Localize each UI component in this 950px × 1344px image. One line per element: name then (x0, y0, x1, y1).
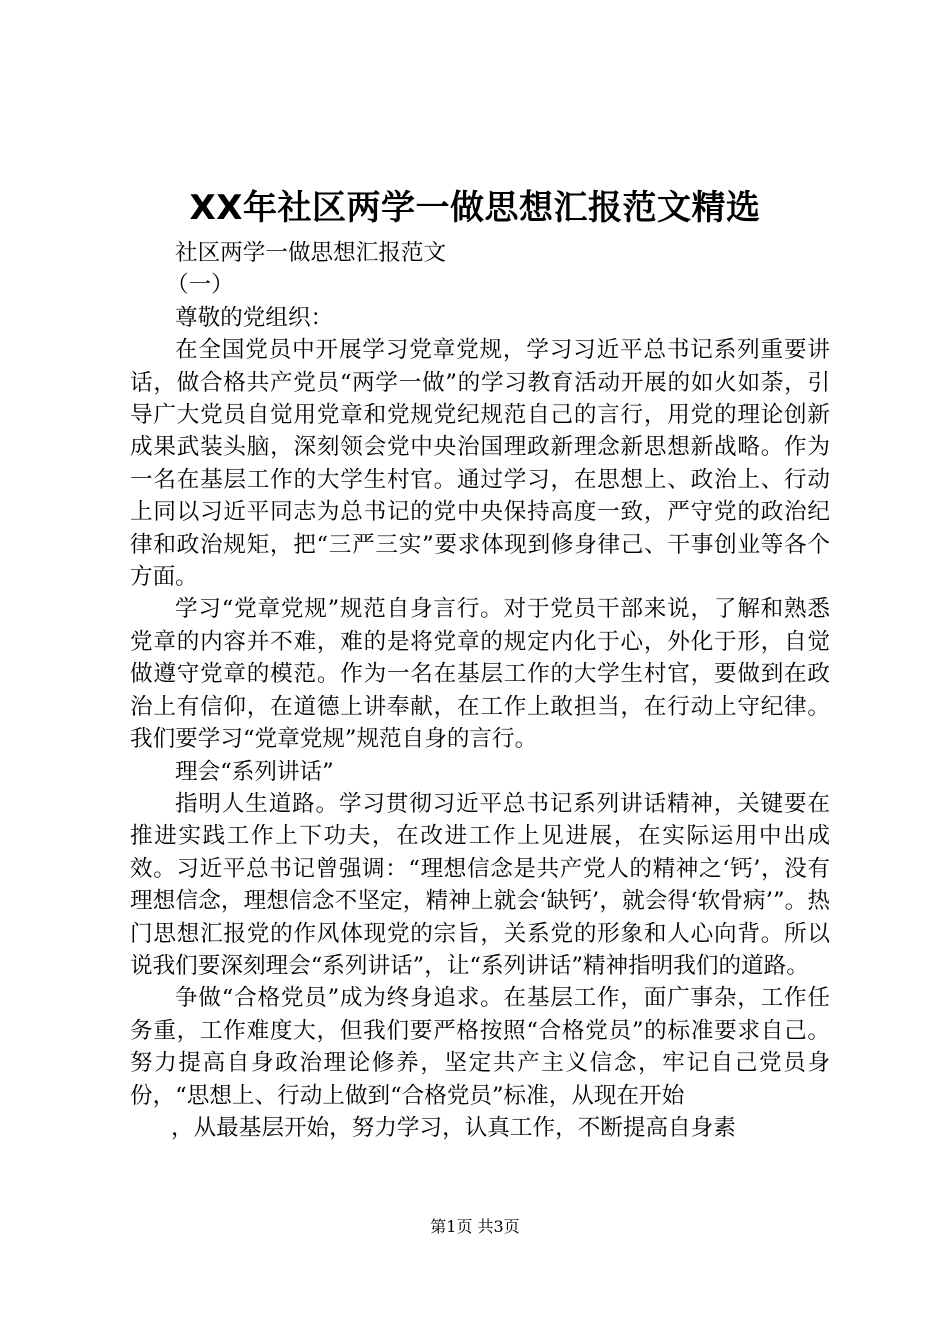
paragraph-heading: 理会“系列讲话” (175, 758, 334, 785)
section-marker: （一） (166, 272, 234, 299)
paragraph: 在全国党员中开展学习党章党规，学习习近平总书记系列重要讲话，做合格共产党员“两学一做”的学习教育活动开展的如火如荼，引导广大党员自觉用党章和党规党纪规范自己的言行，用党的理论创新成果武装头脑，深刻领会党中央治国理政新理念新思想新战略。作为一名在基层工作的大学生村官。通过学习，在思想上、政治上、行动上同以习近平同志为总书记的党中央保持高度一致，严守党的政治纪律和政治规矩，把“三严三实”要求体现到修身律己、干事创业等各个方面。 (130, 337, 830, 591)
paragraph: 学习“党章党规”规范自身言行。对于党员干部来说，了解和熟悉党章的内容并不难，难的是将党章的规定内化于心，外化于形，自觉做遵守党章的模范。作为一名在基层工作的大学生村官，要做到在政治上有信仰，在道德上讲奉献，在工作上敢担当，在行动上守纪律。我们要学习“党章党规”规范自身的言行。 (130, 596, 830, 753)
page-footer: 第1页 共3页 (430, 1217, 520, 1236)
paragraph: 争做“合格党员”成为终身追求。在基层工作，面广事杂，工作任务重，工作难度大，但我们要严格按照“合格党员”的标准要求自己。努力提高自身政治理论修养，坚定共产主义信念，牢记自己党员身份，“思想上、行动上做到“合格党员”标准，从现在开始 (130, 985, 830, 1109)
document-title: XX年社区两学一做思想汇报范文精选 (189, 188, 761, 228)
paragraph: ，从最基层开始，努力学习，认真工作，不断提高自身素 (171, 1114, 736, 1141)
document-body (130, 237, 830, 1144)
document-subtitle: 社区两学一做思想汇报范文 (175, 240, 447, 266)
paragraph: 指明人生道路。学习贯彻习近平总书记系列讲话精神，关键要在推进实践工作上下功夫，在改进工作上见进展，在实际运用中出成效。习近平总书记曾强调：“理想信念是共产党人的精神之‘钙’，没有理想信念，理想信念不坚定，精神上就会‘缺钙’，就会得‘软骨病’”。热门思想汇报党的作风体现党的宗旨，关系党的形象和人心向背。所以说我们要深刻理会“系列讲话”，让“系列讲话”精神指明我们的道路。 (130, 790, 830, 979)
salutation: 尊敬的党组织： (175, 304, 334, 331)
